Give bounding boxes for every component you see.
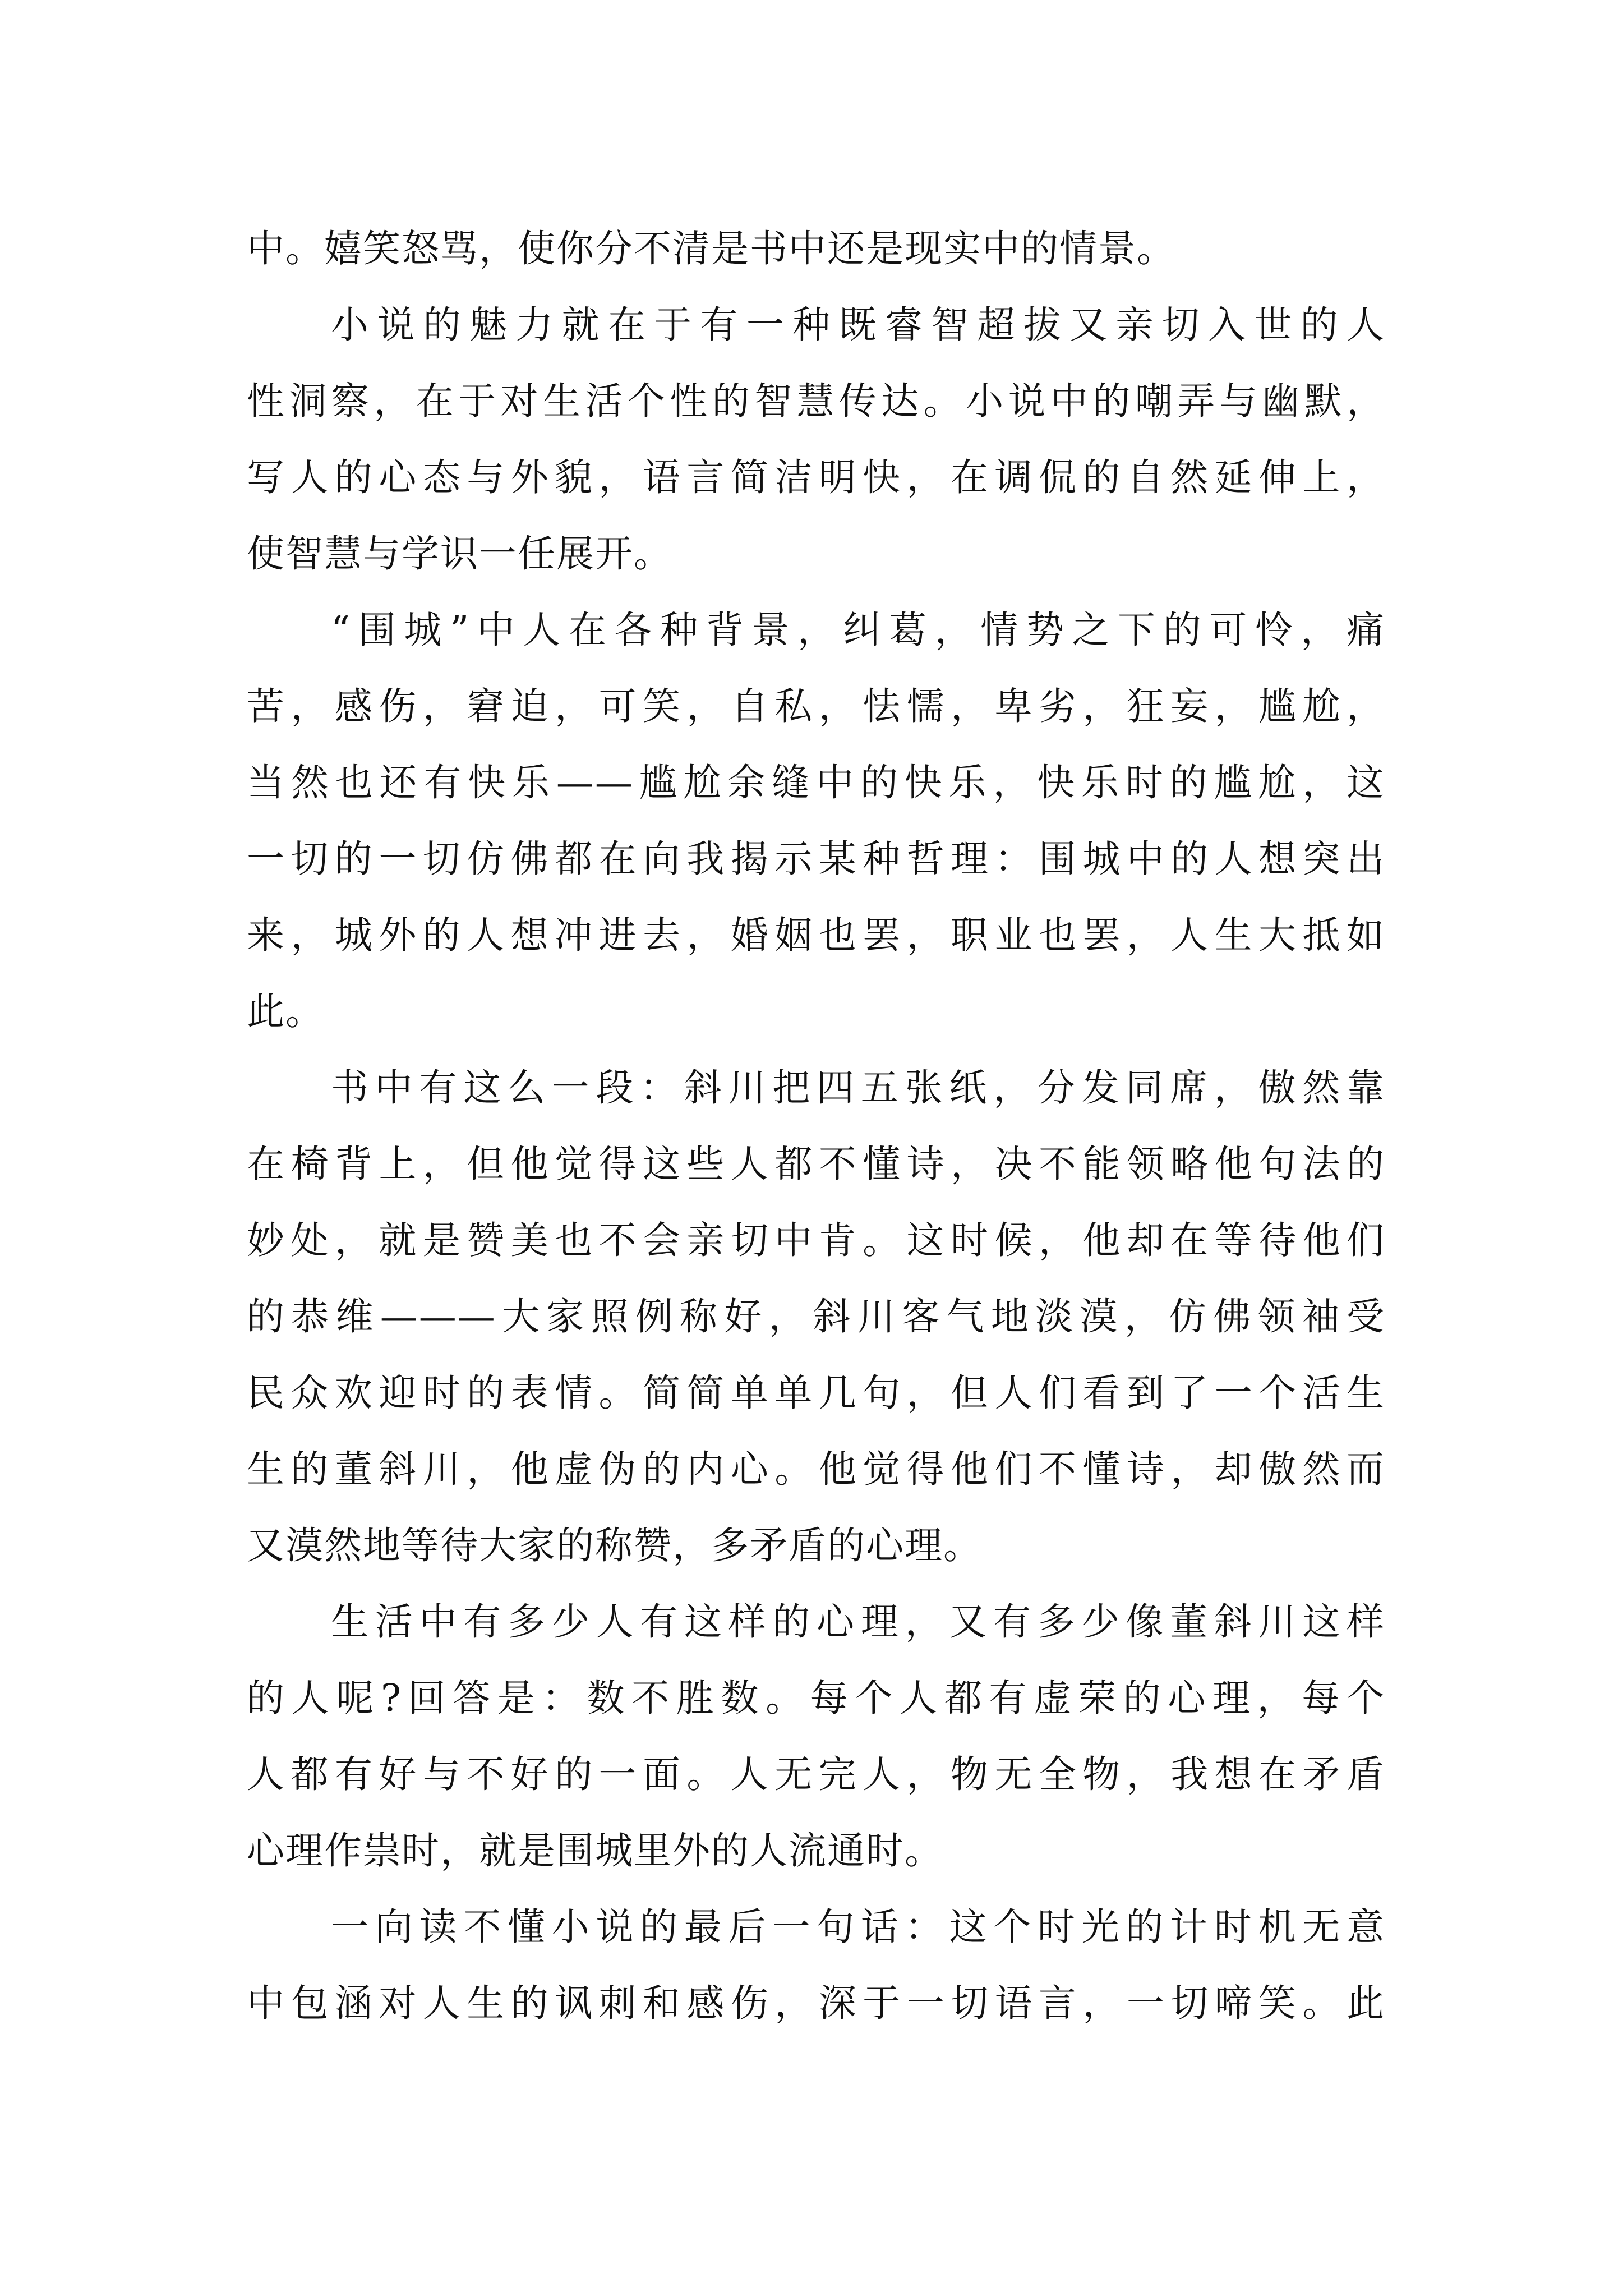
text-line: 在椅背上，但他觉得这些人都不懂诗，决不能领略他句法的 <box>247 1142 1385 1186</box>
text-line: 民众欢迎时的表情。简简单单几句，但人们看到了一个活生 <box>247 1371 1385 1415</box>
text-line: 的人呢?回答是：数不胜数。每个人都有虚荣的心理，每个 <box>247 1676 1385 1720</box>
text-line: 的恭维———大家照例称好，斜川客气地淡漠，仿佛领袖受 <box>247 1295 1385 1338</box>
text-line: 人都有好与不好的一面。人无完人，物无全物，我想在矛盾 <box>247 1752 1385 1796</box>
text-line: 中。嬉笑怒骂，使你分不清是书中还是现实中的情景。 <box>247 227 1175 270</box>
text-line: 心理作祟时，就是围城里外的人流通时。 <box>247 1829 943 1872</box>
text-line: “围城”中人在各种背景，纠葛，情势之下的可怜，痛 <box>331 608 1385 652</box>
text-line: 使智慧与学识一任展开。 <box>247 532 672 576</box>
text-line: 又漠然地等待大家的称赞，多矛盾的心理。 <box>247 1524 982 1567</box>
text-line: 妙处，就是赞美也不会亲切中肯。这时候，他却在等待他们 <box>247 1218 1385 1262</box>
text-line: 中包涵对人生的讽刺和感伤，深于一切语言，一切啼笑。此 <box>247 1981 1385 2025</box>
text-line: 生活中有多少人有这样的心理，又有多少像董斜川这样 <box>331 1600 1385 1644</box>
text-line: 一向读不懂小说的最后一句话：这个时光的计时机无意 <box>331 1905 1385 1949</box>
text-line: 书中有这么一段：斜川把四五张纸，分发同席，傲然靠 <box>331 1066 1385 1110</box>
text-line: 当然也还有快乐——尴尬余缝中的快乐，快乐时的尴尬，这 <box>247 761 1385 804</box>
text-line: 小说的魅力就在于有一种既睿智超拔又亲切入世的人 <box>331 303 1385 347</box>
text-line: 苦，感伤，窘迫，可笑，自私，怯懦，卑劣，狂妄，尴尬， <box>247 684 1385 728</box>
essay-body <box>247 210 1385 2041</box>
text-line: 此。 <box>247 990 324 1033</box>
text-line: 一切的一切仿佛都在向我揭示某种哲理：围城中的人想突出 <box>247 837 1385 881</box>
text-line: 生的董斜川，他虚伪的内心。他觉得他们不懂诗，却傲然而 <box>247 1447 1385 1491</box>
text-line: 写人的心态与外貌，语言简洁明快，在调侃的自然延伸上， <box>247 455 1385 499</box>
text-line: 性洞察，在于对生活个性的智慧传达。小说中的嘲弄与幽默， <box>247 379 1385 423</box>
text-line: 来，城外的人想冲进去，婚姻也罢，职业也罢，人生大抵如 <box>247 913 1385 957</box>
